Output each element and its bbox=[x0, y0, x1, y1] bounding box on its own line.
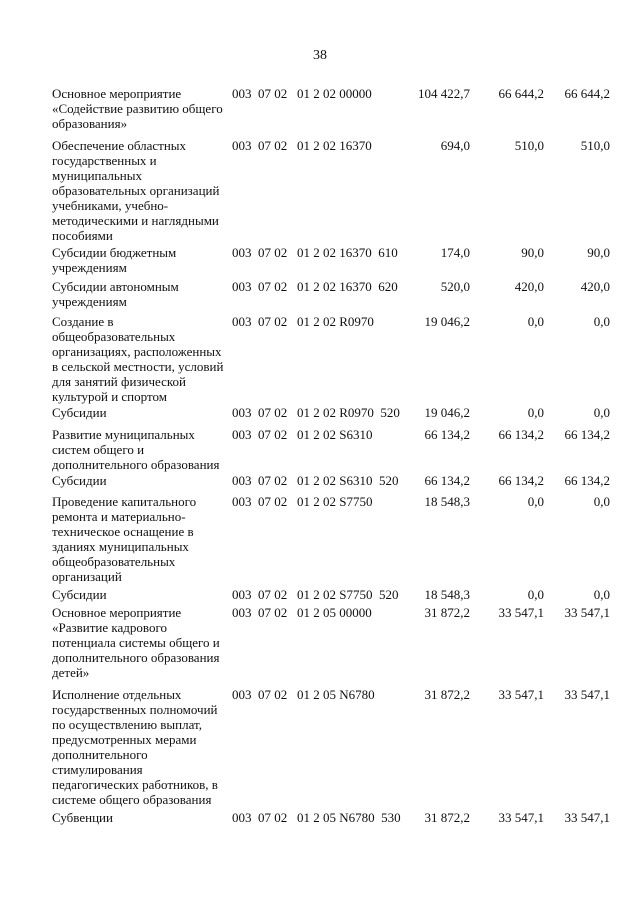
row-code: 003 07 02 01 2 05 N6780 530 bbox=[232, 810, 401, 825]
row-value-1: 66 134,2 bbox=[424, 427, 470, 442]
row-code: 003 07 02 01 2 02 16370 610 bbox=[232, 245, 398, 260]
row-code: 003 07 02 01 2 02 R0970 bbox=[232, 314, 374, 329]
row-value-3: 420,0 bbox=[580, 279, 610, 294]
row-value-3: 66 134,2 bbox=[564, 473, 610, 488]
row-value-1: 174,0 bbox=[440, 245, 470, 260]
row-name: Исполнение отдельных государственных полномочий по осуществлению выплат, предусмотренных мерами дополнительного стимулирования педагогических работников, в системе общего образования bbox=[52, 687, 218, 807]
row-value-2: 420,0 bbox=[514, 279, 544, 294]
row-value-2: 510,0 bbox=[514, 138, 544, 153]
row-code: 003 07 02 01 2 02 R0970 520 bbox=[232, 405, 400, 420]
row-code: 003 07 02 01 2 02 S7750 520 bbox=[232, 587, 399, 602]
row-name: Субвенции bbox=[52, 810, 113, 825]
row-value-3: 0,0 bbox=[593, 587, 610, 602]
page-number: 38 bbox=[313, 48, 327, 63]
row-name: Субсидии автономным учреждениям bbox=[52, 279, 179, 309]
row-value-1: 104 422,7 bbox=[418, 86, 470, 101]
row-value-1: 18 548,3 bbox=[424, 587, 470, 602]
row-value-3: 0,0 bbox=[593, 314, 610, 329]
row-value-3: 66 134,2 bbox=[564, 427, 610, 442]
row-name: Субсидии bbox=[52, 587, 107, 602]
row-name: Развитие муниципальных систем общего и дополнительного образования bbox=[52, 427, 220, 472]
row-code: 003 07 02 01 2 05 00000 bbox=[232, 605, 372, 620]
row-name: Проведение капитального ремонта и материально- техническое оснащение в зданиях муниципальных общеобразовательных организаций bbox=[52, 494, 197, 584]
row-value-2: 0,0 bbox=[527, 314, 544, 329]
row-value-3: 510,0 bbox=[580, 138, 610, 153]
row-value-3: 90,0 bbox=[587, 245, 610, 260]
row-value-1: 19 046,2 bbox=[424, 314, 470, 329]
row-value-3: 33 547,1 bbox=[564, 810, 610, 825]
row-value-1: 31 872,2 bbox=[424, 687, 470, 702]
row-value-3: 33 547,1 bbox=[564, 605, 610, 620]
row-value-2: 0,0 bbox=[527, 405, 544, 420]
row-value-1: 31 872,2 bbox=[424, 605, 470, 620]
row-value-1: 19 046,2 bbox=[424, 405, 470, 420]
row-value-2: 33 547,1 bbox=[498, 810, 544, 825]
row-value-2: 0,0 bbox=[527, 494, 544, 509]
row-name: Обеспечение областных государственных и муниципальных образовательных организаций учебниками, учебно- методическими и наглядными пособиями bbox=[52, 138, 220, 243]
row-value-1: 694,0 bbox=[440, 138, 470, 153]
row-value-2: 33 547,1 bbox=[498, 605, 544, 620]
row-code: 003 07 02 01 2 02 S6310 520 bbox=[232, 473, 399, 488]
row-value-1: 31 872,2 bbox=[424, 810, 470, 825]
row-value-2: 66 134,2 bbox=[498, 427, 544, 442]
row-name: Основное мероприятие «Содействие развитию общего образования» bbox=[52, 86, 223, 131]
row-code: 003 07 02 01 2 02 00000 bbox=[232, 86, 372, 101]
row-value-3: 33 547,1 bbox=[564, 687, 610, 702]
row-code: 003 07 02 01 2 02 16370 bbox=[232, 138, 372, 153]
row-value-2: 66 134,2 bbox=[498, 473, 544, 488]
row-value-3: 0,0 bbox=[593, 405, 610, 420]
row-value-1: 18 548,3 bbox=[424, 494, 470, 509]
row-value-2: 33 547,1 bbox=[498, 687, 544, 702]
row-name: Субсидии bbox=[52, 405, 107, 420]
row-value-1: 520,0 bbox=[440, 279, 470, 294]
row-code: 003 07 02 01 2 02 16370 620 bbox=[232, 279, 398, 294]
row-value-2: 90,0 bbox=[521, 245, 544, 260]
row-value-2: 66 644,2 bbox=[498, 86, 544, 101]
row-code: 003 07 02 01 2 05 N6780 bbox=[232, 687, 375, 702]
row-name: Субсидии bbox=[52, 473, 107, 488]
row-value-3: 66 644,2 bbox=[564, 86, 610, 101]
row-value-3: 0,0 bbox=[593, 494, 610, 509]
row-name: Субсидии бюджетным учреждениям bbox=[52, 245, 177, 275]
row-name: Создание в общеобразовательных организациях, расположенных в сельской местности, условий для занятий физической культурой и спортом bbox=[52, 314, 224, 404]
row-value-2: 0,0 bbox=[527, 587, 544, 602]
row-name: Основное мероприятие «Развитие кадрового потенциала системы общего и дополнительного образования детей» bbox=[52, 605, 220, 680]
row-code: 003 07 02 01 2 02 S6310 bbox=[232, 427, 373, 442]
row-value-1: 66 134,2 bbox=[424, 473, 470, 488]
row-code: 003 07 02 01 2 02 S7750 bbox=[232, 494, 373, 509]
